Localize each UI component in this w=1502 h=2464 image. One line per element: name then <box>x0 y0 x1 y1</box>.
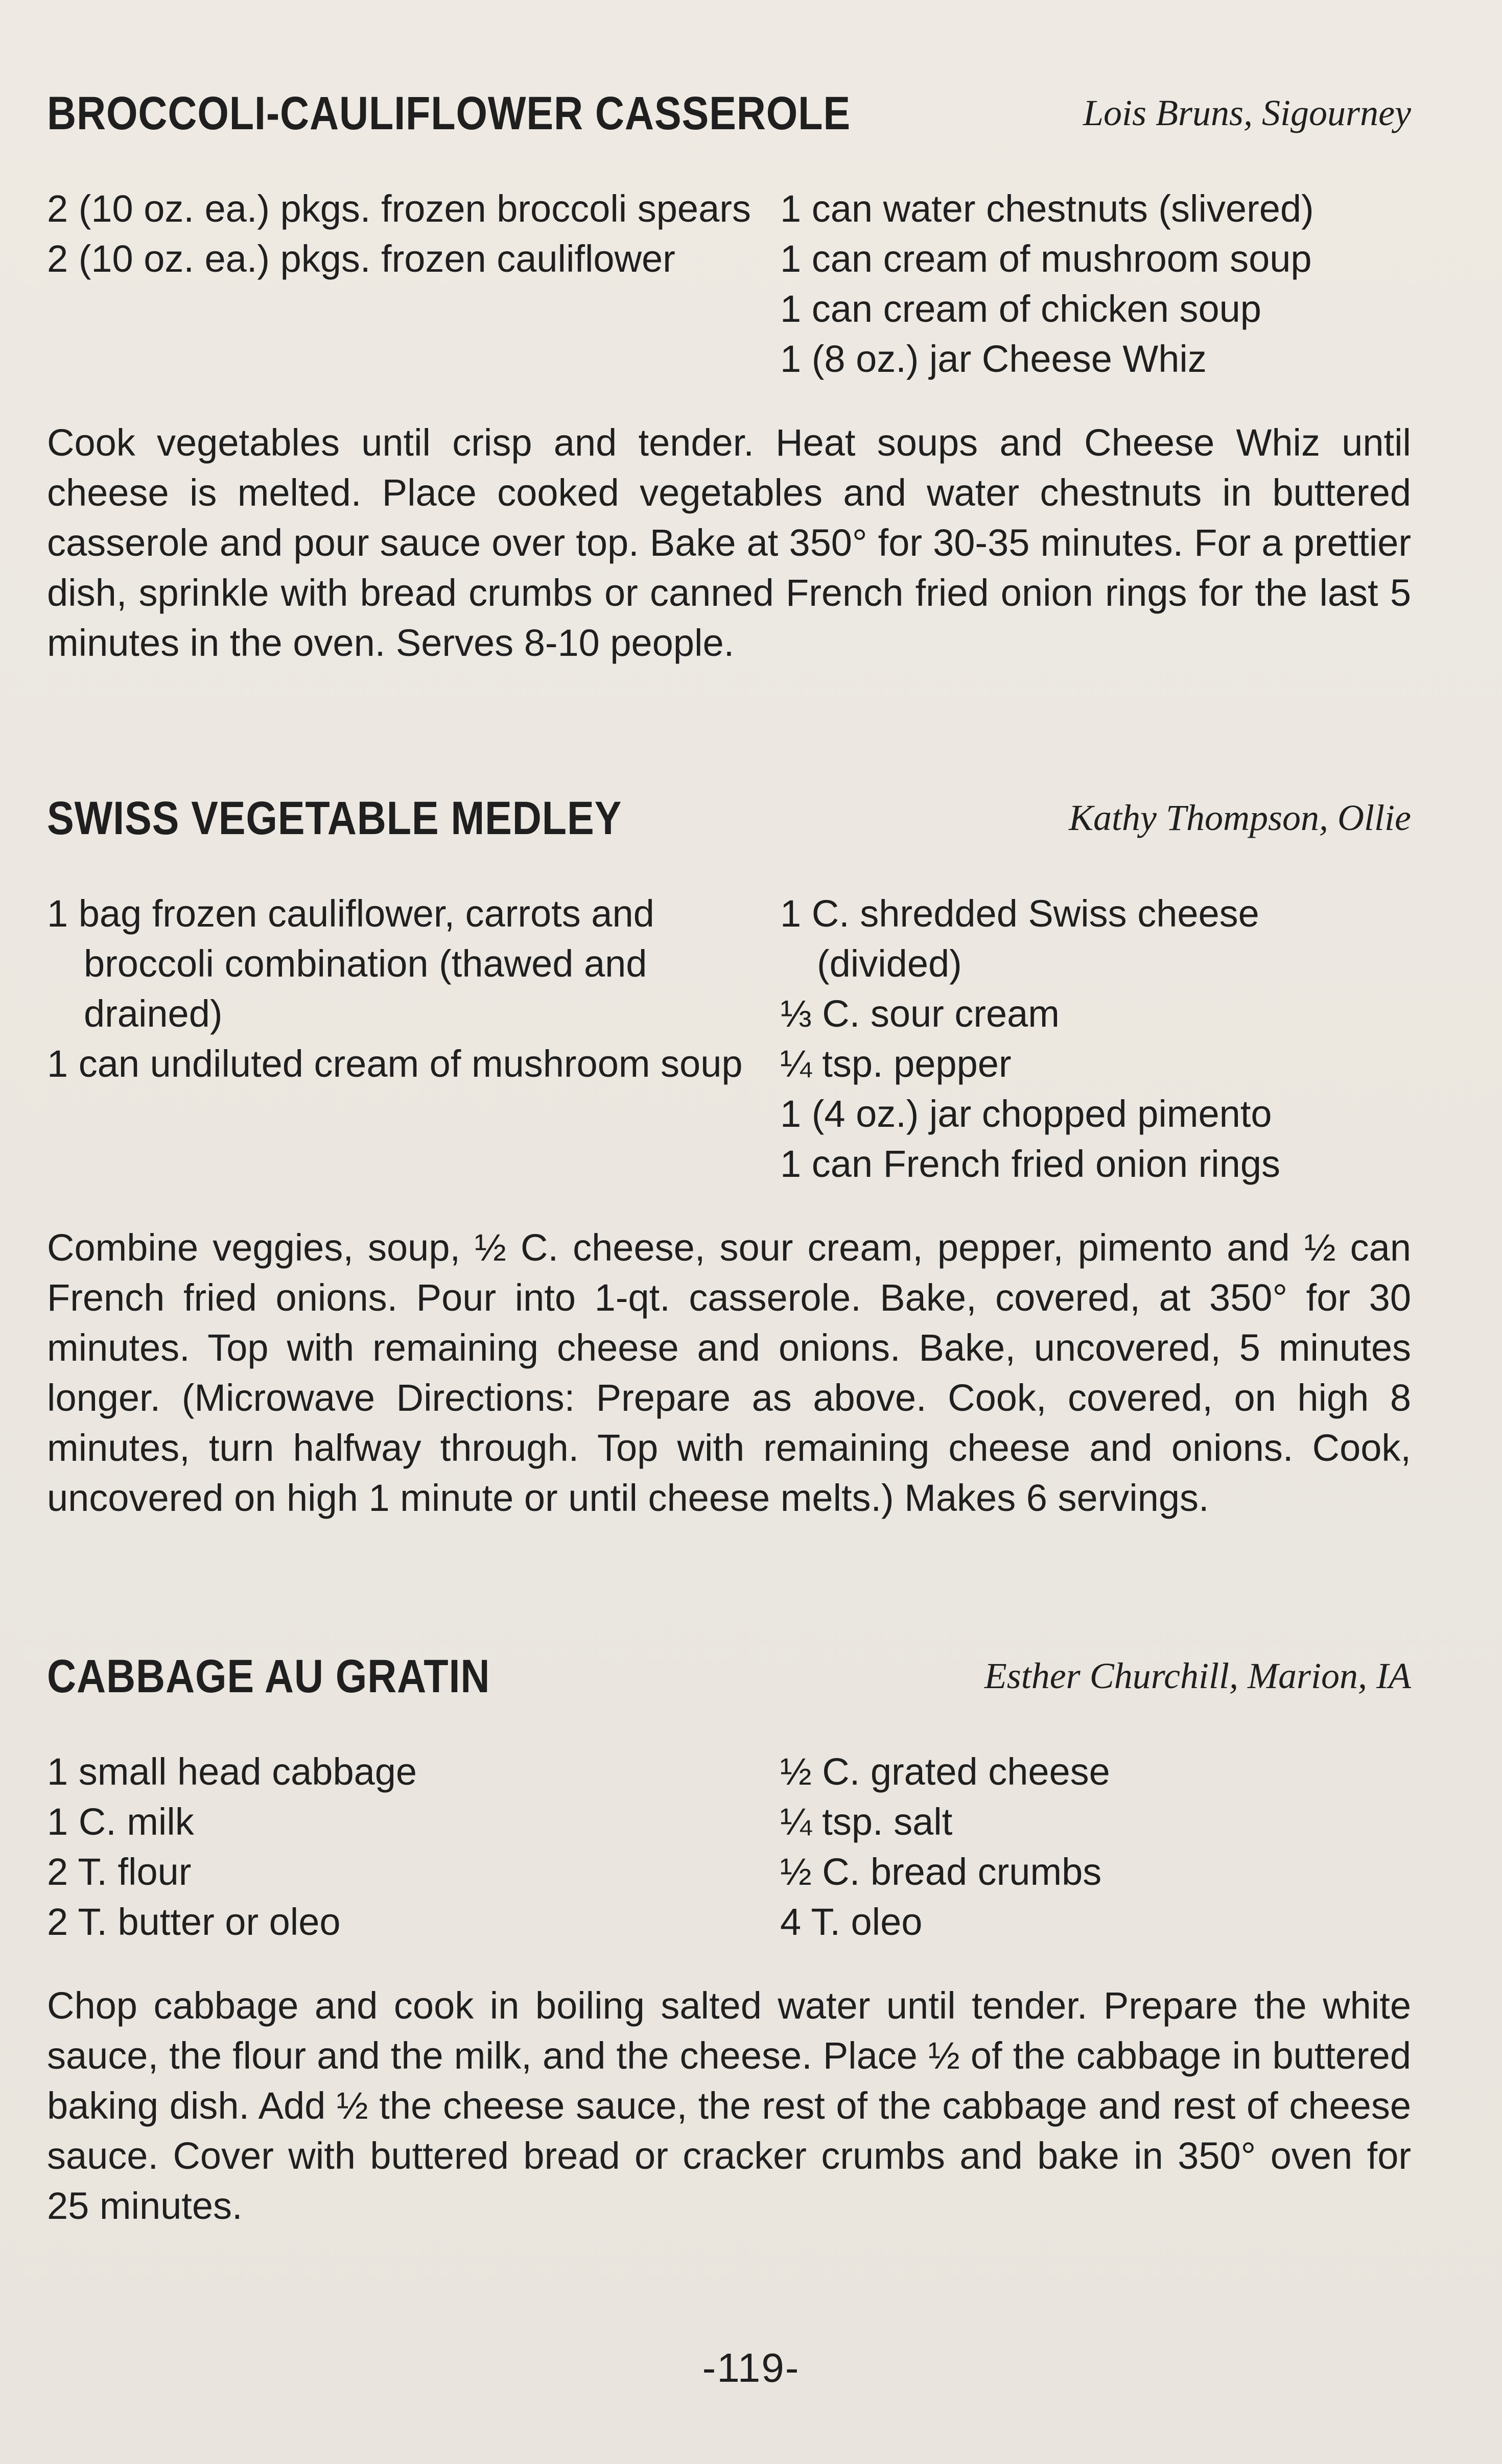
recipe-title: BROCCOLI-CAULIFLOWER CASSEROLE <box>47 87 851 139</box>
ingredients-right-column <box>780 889 1411 1189</box>
recipe-broccoli-cauliflower-casserole <box>47 87 1411 668</box>
ingredient-item: 2 (10 oz. ea.) pkgs. frozen cauliflower <box>47 238 675 280</box>
ingredient-item: ¼ tsp. salt <box>780 1800 953 1843</box>
recipe-header <box>47 792 1411 853</box>
ingredient-item: 2 T. butter or oleo <box>47 1901 341 1943</box>
ingredient-item: ⅓ C. sour cream <box>780 992 1060 1035</box>
recipe-swiss-vegetable-medley <box>47 792 1411 1523</box>
ingredient-item: 1 can water chestnuts (slivered) <box>780 187 1314 230</box>
recipe-header <box>47 87 1411 148</box>
ingredients-list <box>47 889 1411 1189</box>
ingredient-item: ½ C. bread crumbs <box>780 1851 1102 1893</box>
ingredient-item: 1 small head cabbage <box>47 1750 417 1793</box>
page-number: -119- <box>702 2345 800 2390</box>
ingredients-left-column <box>47 1747 780 1947</box>
recipe-header <box>47 1650 1411 1711</box>
recipe-author: Kathy Thompson, Ollie <box>1068 797 1411 838</box>
recipe-directions: Chop cabbage and cook in boiling salted water until tender. Prepare the white sauce, the flour and the milk, and the cheese. Place ½ of the cabbage in buttered baking dish. Add ½ the cheese sauce, the rest of the cabbage and rest of cheese sauce. Cover with buttered bread or cracker crumbs and bake in 350° oven for 25 minutes. <box>47 1984 1411 2227</box>
ingredients-left-column <box>47 184 780 384</box>
ingredient-item: 1 can French fried onion rings <box>780 1143 1280 1185</box>
ingredient-item: 1 (4 oz.) jar chopped pimento <box>780 1093 1272 1135</box>
ingredients-right-column <box>780 1747 1411 1947</box>
recipe-directions: Cook vegetables until crisp and tender. Heat soups and Cheese Whiz until cheese is melted. Place cooked vegetables and water chestnuts in buttered casserole and pour sauce over top. Bake at 350° for 30-35 minutes. For a prettier dish, sprinkle with bread crumbs or canned French fried onion rings for the last 5 minutes in the oven. Serves 8-10 people. <box>47 421 1411 664</box>
ingredient-item: 1 can cream of chicken soup <box>780 288 1261 330</box>
recipe-author: Lois Bruns, Sigourney <box>1083 92 1411 133</box>
ingredient-item: 1 can cream of mushroom soup <box>780 238 1312 280</box>
ingredient-item: 4 T. oleo <box>780 1901 923 1943</box>
ingredient-item: 2 T. flour <box>47 1851 192 1893</box>
ingredient-item: 1 C. milk <box>47 1800 194 1843</box>
ingredient-item: 1 C. shredded Swiss cheese (divided) <box>780 892 1259 985</box>
ingredients-list <box>47 184 1411 384</box>
recipe-title: SWISS VEGETABLE MEDLEY <box>47 792 622 844</box>
recipe-author: Esther Churchill, Marion, IA <box>984 1655 1411 1696</box>
recipe-cabbage-au-gratin <box>47 1650 1411 2231</box>
ingredient-item: ¼ tsp. pepper <box>780 1043 1012 1085</box>
ingredients-left-column <box>47 889 780 1189</box>
ingredient-item: 1 bag frozen cauliflower, carrots and broccoli combination (thawed and drained) <box>47 892 654 1035</box>
ingredient-item: ½ C. grated cheese <box>780 1750 1110 1793</box>
ingredient-item: 2 (10 oz. ea.) pkgs. frozen broccoli spears <box>47 187 751 230</box>
recipe-title: CABBAGE AU GRATIN <box>47 1650 490 1702</box>
recipe-directions: Combine veggies, soup, ½ C. cheese, sour cream, pepper, pimento and ½ can French fried onions. Pour into 1-qt. casserole. Bake, covered, at 350° for 30 minutes. Top with remaining cheese and onions. Bake, uncovered, 5 minutes longer. (Microwave Directions: Prepare as above. Cook, covered, on high 8 minutes, turn halfway through. Top with remaining cheese and onions. Cook, uncovered on high 1 minute or until cheese melts.) Makes 6 servings. <box>47 1226 1411 1519</box>
ingredients-right-column <box>780 184 1411 384</box>
ingredient-item: 1 (8 oz.) jar Cheese Whiz <box>780 338 1207 380</box>
ingredient-item: 1 can undiluted cream of mushroom soup <box>47 1043 743 1085</box>
ingredients-list <box>47 1747 1411 1947</box>
